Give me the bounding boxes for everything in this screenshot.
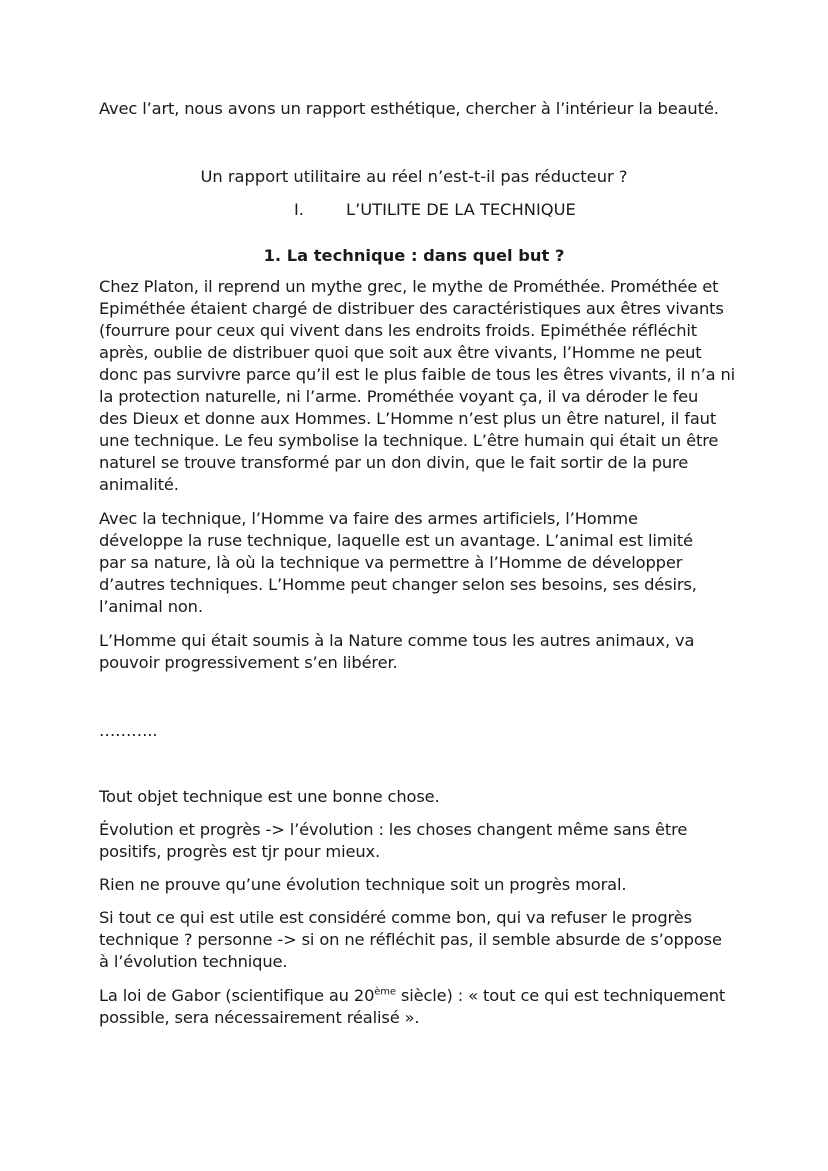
- paragraph-line: une technique. Le feu symbolise la technique. L’être humain qui était un être: [99, 431, 719, 450]
- superscript-eme: ème: [374, 986, 396, 998]
- paragraph-line: développe la ruse technique, laquelle est un avantage. L’animal est limité: [99, 531, 693, 550]
- paragraph-line: L’Homme qui était soumis à la Nature comme tous les autres animaux, va: [99, 631, 695, 650]
- paragraph-line: (fourrure pour ceux qui vivent dans les endroits froids. Epiméthée réfléchit: [99, 321, 698, 340]
- paragraph-line: animalité.: [99, 475, 179, 494]
- paragraph-line: par sa nature, là où la technique va permettre à l’Homme de développer: [99, 553, 683, 572]
- paragraph-line: Chez Platon, il reprend un mythe grec, le mythe de Prométhée. Prométhée et: [99, 277, 719, 296]
- paragraph-line: Évolution et progrès -> l’évolution : les choses changent même sans être: [99, 820, 688, 839]
- paragraph-line: d’autres techniques. L’Homme peut changer selon ses besoins, ses désirs,: [99, 575, 697, 594]
- paragraph-line: Epiméthée étaient chargé de distribuer des caractéristiques aux êtres vivants: [99, 299, 724, 318]
- paragraph-line: Avec la technique, l’Homme va faire des armes artificiels, l’Homme: [99, 509, 638, 528]
- paragraph-line: à l’évolution technique.: [99, 952, 288, 971]
- paragraph-objet-technique: Tout objet technique est une bonne chose.: [99, 787, 440, 806]
- question-text: Un rapport utilitaire au réel n’est-t-il pas réducteur ?: [200, 167, 628, 186]
- paragraph-line: possible, sera nécessairement réalisé ».: [99, 1008, 420, 1027]
- ellipsis-separator: ………..: [99, 721, 158, 740]
- paragraph-line: positifs, progrès est tjr pour mieux.: [99, 842, 381, 861]
- paragraph-line: la protection naturelle, ni l’arme. Prométhée voyant ça, il va déroder le feu: [99, 387, 699, 406]
- gabor-text-end: siècle) : « tout ce qui est techniquement: [395, 986, 726, 1005]
- paragraph-line: pouvoir progressivement s’en libérer.: [99, 653, 398, 672]
- gabor-text-start: La loi de Gabor (scientifique au 20: [99, 986, 375, 1005]
- paragraph-line: naturel se trouve transformé par un don divin, que le fait sortir de la pure: [99, 453, 689, 472]
- paragraph-line: des Dieux et donne aux Hommes. L’Homme n’est plus un être naturel, il faut: [99, 409, 717, 428]
- paragraph-line: technique ? personne -> si on ne réfléchit pas, il semble absurde de s’oppose: [99, 930, 722, 949]
- paragraph-line: donc pas survivre parce qu’il est le plus faible de tous les êtres vivants, il n’a ni: [99, 365, 735, 384]
- paragraph-progres-moral: Rien ne prouve qu’une évolution technique soit un progrès moral.: [99, 875, 627, 894]
- intro-text: Avec l’art, nous avons un rapport esthétique, chercher à l’intérieur la beauté.: [99, 99, 719, 118]
- section-numeral: I.: [294, 200, 304, 219]
- paragraph-line: après, oublie de distribuer quoi que soit aux être vivants, l’Homme ne peut: [99, 343, 702, 362]
- subsection-heading: 1. La technique : dans quel but ?: [263, 246, 565, 265]
- paragraph-line: Si tout ce qui est utile est considéré comme bon, qui va refuser le progrès: [99, 908, 692, 927]
- section-title: L’UTILITE DE LA TECHNIQUE: [346, 200, 576, 219]
- paragraph-line: l’animal non.: [99, 597, 203, 616]
- paragraph-line: [99, 985, 725, 1007]
